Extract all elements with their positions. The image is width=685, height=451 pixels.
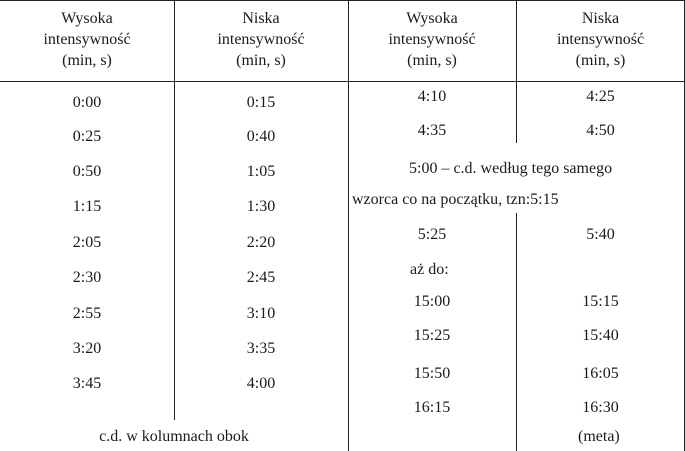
cell-low: 4:00 xyxy=(246,375,276,392)
header-line: Niska xyxy=(581,10,620,27)
cell-high: 0:50 xyxy=(72,163,102,180)
cell-high: 3:45 xyxy=(72,375,102,392)
cell-low: 15:15 xyxy=(582,293,619,310)
header-line: intensywność xyxy=(556,31,645,48)
cell-high: 4:10 xyxy=(417,88,447,105)
cell-low: 0:40 xyxy=(246,128,276,145)
cell-low: 1:30 xyxy=(246,198,276,215)
header-divider xyxy=(0,81,685,82)
top-border xyxy=(0,0,685,1)
header-low-intensity-2 xyxy=(516,8,685,71)
until-label: aż do: xyxy=(410,261,449,278)
header-low-intensity-1 xyxy=(174,8,348,71)
cell-high: 15:25 xyxy=(413,327,451,344)
pattern-note-line-1: 5:00 – c.d. według tego samego xyxy=(409,160,613,177)
cell-low: 16:30 xyxy=(582,399,619,416)
cell-low: 2:45 xyxy=(246,269,276,286)
cell-low: 1:05 xyxy=(246,163,276,180)
cell-low: 15:40 xyxy=(582,327,619,344)
cell-low: 5:40 xyxy=(586,226,615,243)
cell-low: 3:10 xyxy=(246,305,276,322)
header-high-intensity-1 xyxy=(0,8,174,71)
left-footer-note: c.d. w kolumnach obok xyxy=(99,428,249,445)
cell-high: 4:35 xyxy=(417,122,447,139)
cell-low: 0:15 xyxy=(246,94,276,111)
header-line: (min, s) xyxy=(575,52,626,69)
cell-high: 3:20 xyxy=(72,340,102,357)
cell-low: 2:20 xyxy=(246,234,276,251)
cell-low: 16:05 xyxy=(582,365,619,382)
cell-high: 15:50 xyxy=(413,365,451,382)
header-line: intensywność xyxy=(43,31,131,48)
cell-low: 4:25 xyxy=(586,88,615,105)
header-line: Wysoka xyxy=(406,10,458,27)
cell-high: 0:00 xyxy=(72,94,102,111)
header-line: Wysoka xyxy=(61,10,113,27)
cell-high: 16:15 xyxy=(413,399,451,416)
header-line: (min, s) xyxy=(236,52,286,69)
finish-label: (meta) xyxy=(578,428,620,445)
header-line: (min, s) xyxy=(407,52,457,69)
cell-high: 0:25 xyxy=(72,128,102,145)
header-line: intensywność xyxy=(388,31,476,48)
cell-high: 15:00 xyxy=(413,293,451,310)
header-line: intensywność xyxy=(217,31,305,48)
header-line: Niska xyxy=(242,10,280,27)
header-line: (min, s) xyxy=(62,52,112,69)
pattern-note-line-2: wzorca co na początku, tzn:5:15 xyxy=(352,191,559,208)
cell-high: 1:15 xyxy=(72,198,102,215)
header-high-intensity-2 xyxy=(348,8,516,71)
cell-low: 4:50 xyxy=(586,122,615,139)
cell-high: 5:25 xyxy=(417,226,447,243)
cell-low: 3:35 xyxy=(246,340,276,357)
cell-high: 2:05 xyxy=(72,234,102,251)
cell-high: 2:30 xyxy=(72,269,102,286)
cell-high: 2:55 xyxy=(72,305,102,322)
